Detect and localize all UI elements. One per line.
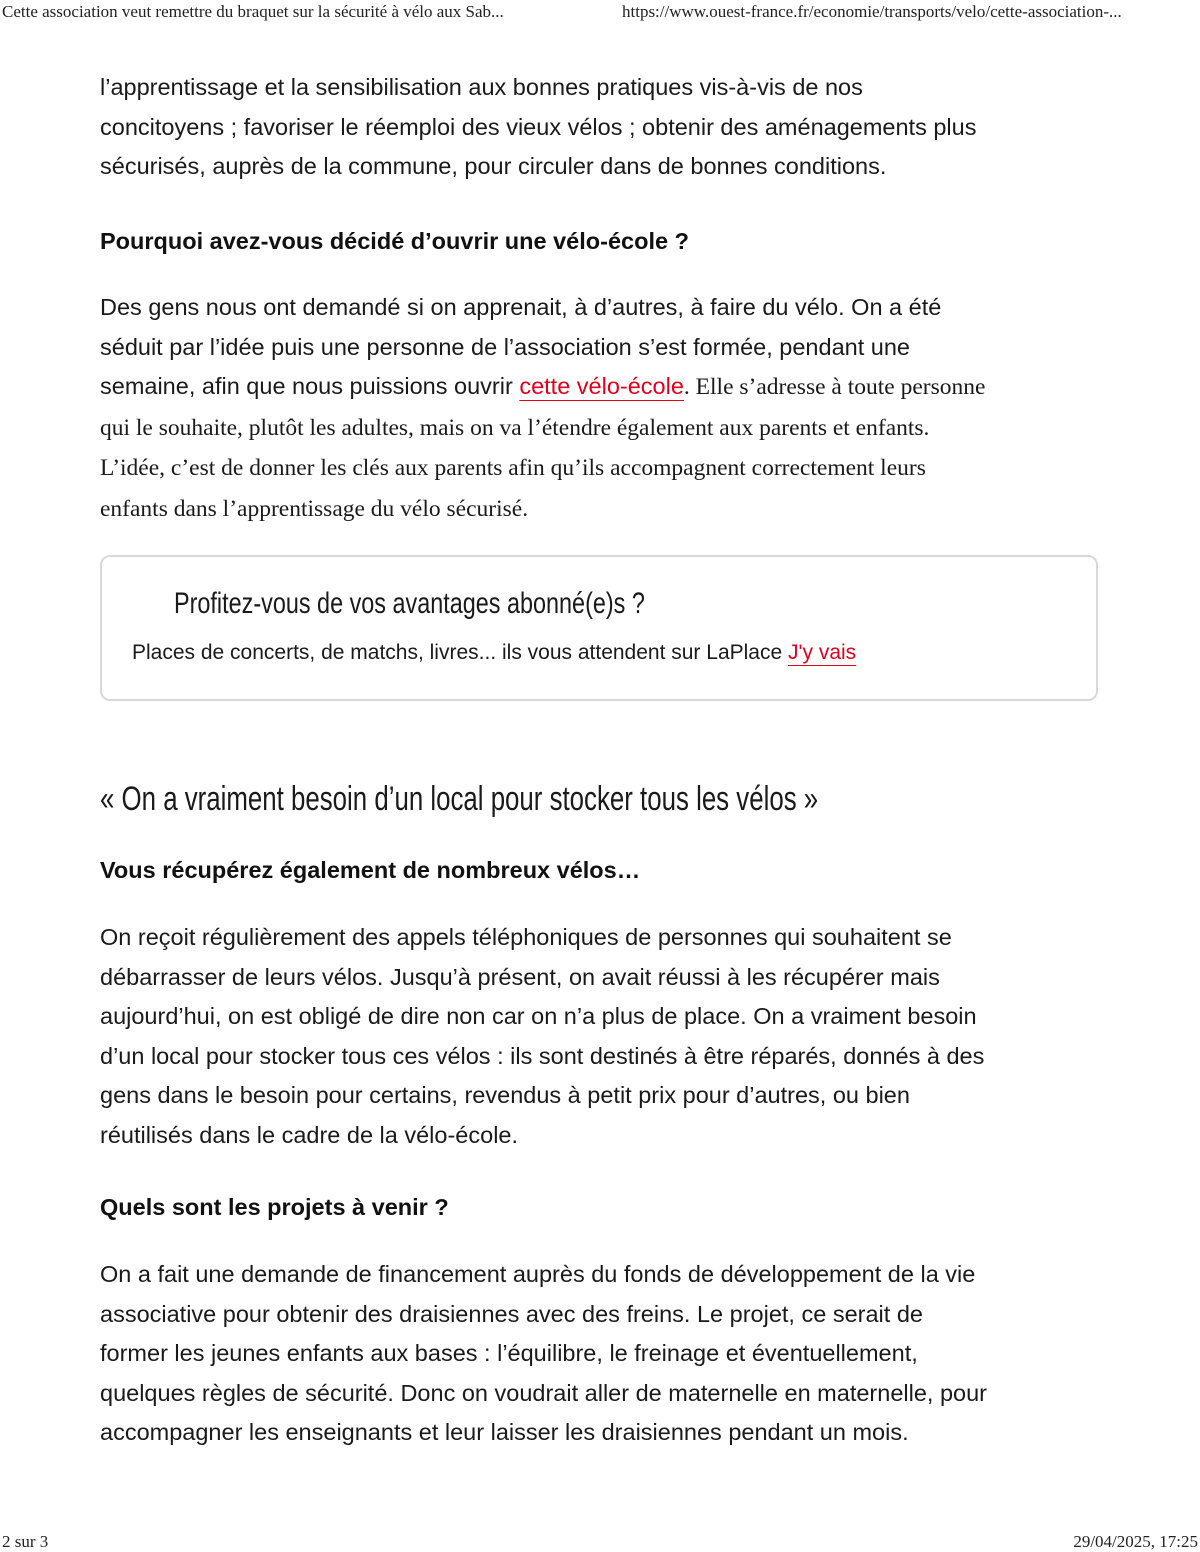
- answer-paragraph: [100, 918, 1110, 1156]
- section-heading: « On a vraiment besoin d’un local pour stocker tous les vélos »: [100, 780, 819, 818]
- question-heading: Pourquoi avez-vous décidé d’ouvrir une vélo-école ?: [100, 228, 689, 254]
- answer-line: quelques règles de sécurité. Donc on voudrait aller de maternelle en maternelle, pour: [100, 1379, 987, 1406]
- answer-line: gens dans le besoin pour certains, revendus à petit prix pour d’autres, ou bien: [100, 1082, 910, 1109]
- answer-line: associative pour obtenir des draisiennes avec des freins. Le projet, ce serait de: [100, 1300, 923, 1327]
- answer-line: réutilisés dans le cadre de la vélo-école.: [100, 1121, 519, 1148]
- answer-line: On reçoit régulièrement des appels téléphoniques de personnes qui souhaitent se: [100, 924, 952, 950]
- answer-line: débarrasser de leurs vélos. Jusqu’à présent, on avait réussi à les récupérer mais: [100, 963, 940, 990]
- subscriber-promo-box: [100, 555, 1098, 701]
- answer-line: qui le souhaite, plutôt les adultes, mais on va l’étendre également aux parents et enfants.: [100, 414, 930, 441]
- print-header-url: https://www.ouest-france.fr/economie/transports/velo/cette-association-...: [622, 2, 1122, 21]
- print-datetime: 29/04/2025, 17:25: [1073, 1532, 1198, 1551]
- answer-line: accompagner les enseignants et leur laisser les draisiennes pendant un mois.: [100, 1419, 909, 1446]
- print-footer: [0, 1530, 1200, 1552]
- answer-line: séduit par l’idée puis une personne de l’association s’est formée, pendant une: [100, 333, 910, 360]
- answer-line: L’idée, c’est de donner les clés aux parents afin qu’ils accompagnent correctement leurs: [100, 455, 926, 482]
- intro-line: concitoyens ; favoriser le réemploi des vieux vélos ; obtenir des aménagements plus: [100, 113, 977, 140]
- answer-line: On a fait une demande de financement auprès du fonds de développement de la vie: [100, 1261, 976, 1287]
- answer-line: . Elle s’adresse à toute personne: [683, 374, 986, 401]
- answer-line: enfants dans l’apprentissage du vélo sécurisé.: [100, 495, 529, 522]
- answer-paragraph: [100, 1255, 1110, 1453]
- question-heading: Quels sont les projets à venir ?: [100, 1194, 449, 1220]
- question-heading: Vous récupérez également de nombreux vélos…: [100, 857, 641, 883]
- answer-line: Des gens nous ont demandé si on apprenait, à d’autres, à faire du vélo. On a été: [100, 294, 942, 320]
- answer-line: d’un local pour stocker tous ces vélos : ils sont destinés à être réparés, donnés à des: [100, 1042, 985, 1069]
- answer-paragraph: [100, 288, 1110, 530]
- intro-line: sécurisés, auprès de la commune, pour circuler dans de bonnes conditions.: [100, 153, 887, 180]
- intro-paragraph: [100, 68, 1110, 187]
- answer-line: aujourd’hui, on est obligé de dire non car on n’a plus de place. On a vraiment besoin: [100, 1003, 977, 1030]
- promo-description: Places de concerts, de matchs, livres... ils vous attendent sur LaPlace: [132, 641, 788, 664]
- answer-line: former les jeunes enfants aux bases : l’équilibre, le freinage et éventuellement,: [100, 1340, 918, 1367]
- answer-line: semaine, afin que nous puissions ouvrir: [100, 373, 520, 400]
- print-header-title: Cette association veut remettre du braquet sur la sécurité à vélo aux Sab...: [2, 2, 504, 21]
- print-header: [0, 0, 1200, 28]
- intro-line: l’apprentissage et la sensibilisation aux bonnes pratiques vis-à-vis de nos: [100, 74, 863, 100]
- promo-text: [132, 641, 856, 665]
- velo-ecole-link[interactable]: cette vélo-école: [519, 373, 684, 400]
- jy-vais-link[interactable]: J'y vais: [787, 641, 857, 664]
- promo-title: Profitez-vous de vos avantages abonné(e)s ?: [174, 587, 645, 620]
- page-number: 2 sur 3: [2, 1532, 49, 1551]
